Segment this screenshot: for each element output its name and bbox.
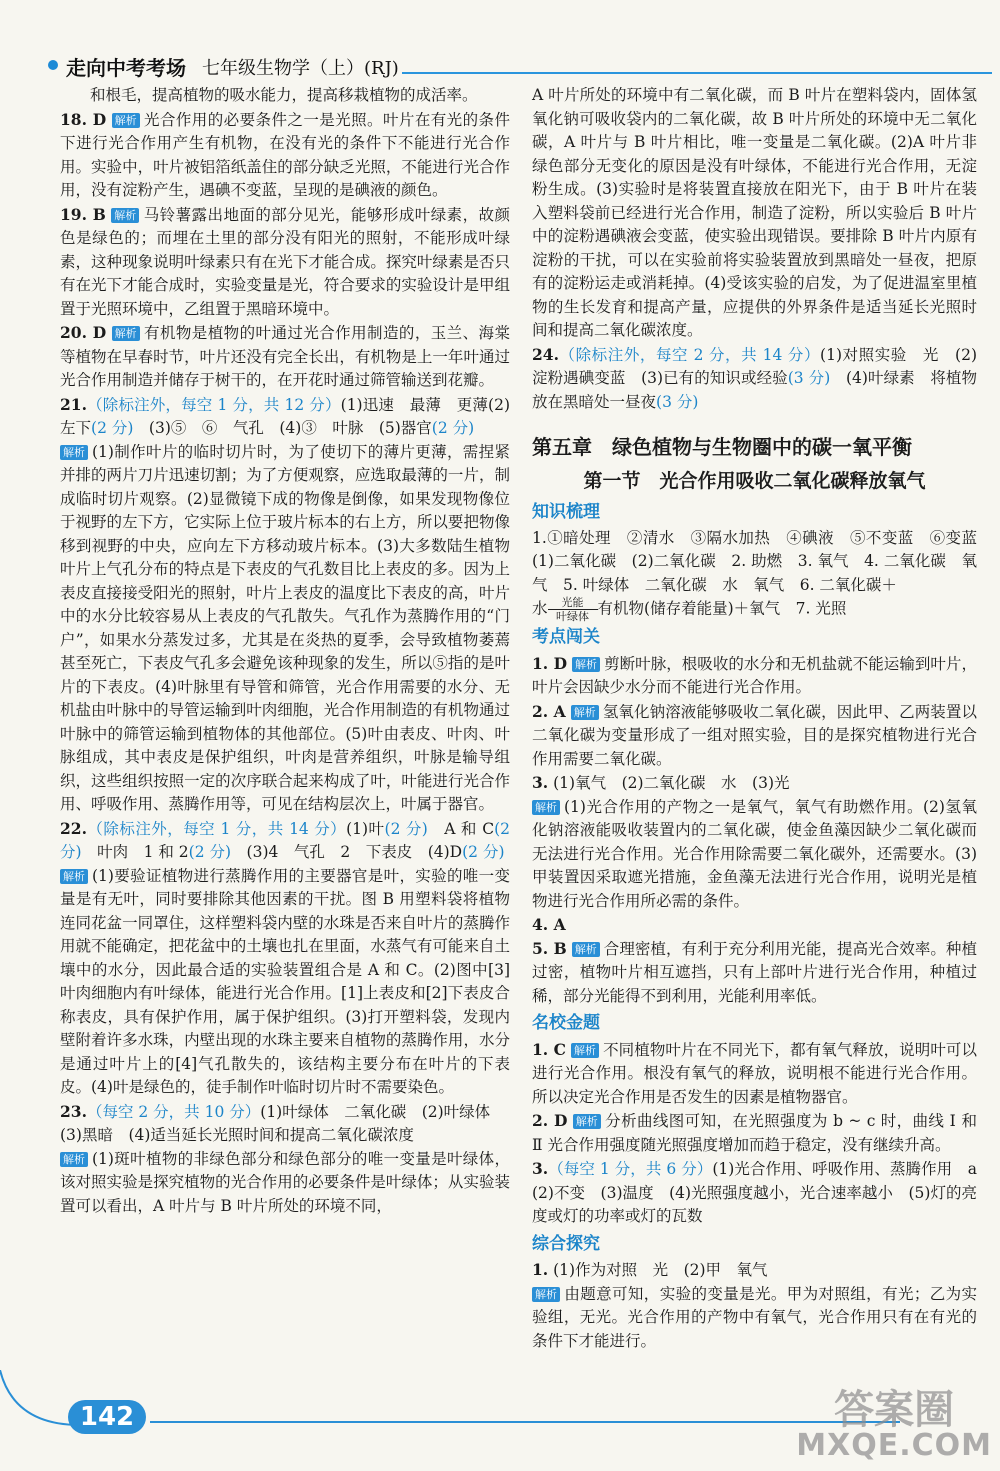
mx-q1: [532, 1038, 977, 1110]
kd-q2-text: 氢氧化钠溶液能够吸收二氧化碳，因此甲、乙两装置以二氧化碳为变量形成了一组对照实验，目的是探究植物进行光合作用需要二氧化碳。: [532, 702, 977, 768]
q20: [60, 321, 510, 393]
header-rule: [402, 72, 992, 74]
analysis-tag: 解析: [573, 1114, 601, 1129]
analysis-tag: 解析: [572, 657, 600, 672]
q24-score-1: (3 分): [787, 369, 831, 387]
zh-q1-text: 由题意可知，实验的变量是光。甲为对照组，有光；乙为实验组，无光。光合作用的产物中有氧气，光合作用只有在有光的条件下才能进行。: [532, 1284, 977, 1350]
mx-q2: [532, 1109, 977, 1157]
equation-arrow: [548, 597, 598, 622]
famous-school-heading: 名校金题: [532, 1013, 600, 1033]
book-subject: 七年级生物学（上）(RJ): [202, 58, 399, 79]
q22-answer-3: 叶肉 1 和 2: [81, 843, 189, 861]
q18-number: 18. D: [60, 109, 107, 129]
kd-q5-text: 合理密植，有利于充分利用光能，提高光合效率。种植过密，植物叶片相互遮挡，只有上部叶片进行光合作用，种植过稀，部分光能得不到利用，光能利用率低。: [532, 939, 977, 1005]
q24-answer-2: (4)叶绿素 将植物放在黑暗处一昼夜: [532, 369, 977, 411]
kd-q2-number: 2. A: [532, 701, 566, 721]
watermark-url: MXQE.COM: [796, 1428, 992, 1463]
q18-text: 光合作用的必要条件之一是光照。叶片在有光的条件下进行光合作用产生有机物，在没有光的条件下不能进行光合作用。实验中，叶片被铝箔纸盖住的部分缺乏光照，不能进行光合作用，没有淀粉产生，遇碘不变蓝，呈现的是碘液的颜色。: [60, 110, 510, 199]
q22: [60, 817, 510, 865]
zh-q1-number: 1.: [532, 1260, 549, 1279]
q21-number: 21.: [60, 394, 87, 414]
comprehensive-heading: 综合探究: [532, 1233, 600, 1254]
kd-q5: [532, 937, 977, 1009]
q20-text: 有机物是植物的叶通过光合作用制造的，玉兰、海棠等植物在早春时节，叶片还没有完全长出，有机物是上一年叶通过光合作用制造并储存于树干的，在开花时通过筛管输送到花瓣。: [60, 324, 510, 389]
q22-score-2: (2 分): [60, 819, 510, 861]
arrow-top-label: 光能: [561, 596, 584, 609]
analysis-tag: 解析: [571, 705, 599, 720]
kd-q4: 4. A: [532, 915, 566, 934]
q22-score-1: (2 分): [384, 819, 428, 838]
kd-q2: [532, 700, 977, 772]
equation-rest: 有机物(储存着能量)＋氧气 7. 光照: [597, 599, 847, 618]
q23-answer-1: (1)叶绿体 二氧化碳 (2)叶绿体: [260, 1102, 491, 1121]
kd-q1-text: 剪断叶脉，根吸收的水分和无机盐就不能运输到叶片，叶片会因缺少水分而不能进行光合作用。: [532, 654, 977, 696]
analysis-tag: 解析: [111, 208, 139, 223]
q21: [60, 393, 510, 441]
page-header: [42, 50, 992, 82]
checkpoint-heading: 考点闯关: [532, 627, 600, 647]
kd-q3-number: 3.: [532, 773, 549, 792]
kd-q3-analysis: [532, 796, 977, 914]
q22-score: （除标注外，每空 1 分，共 14 分）: [86, 819, 347, 838]
knowledge-answers: [532, 527, 993, 623]
q23-answer-2: (3)黑暗 (4)适当延长光照时间和提高二氧化碳浓度: [60, 1126, 414, 1144]
zh-q1-answer: (1)作为对照 光 (2)甲 氧气: [553, 1261, 768, 1279]
q23-analysis-text: (1)斑叶植物的非绿色部分和绿色部分的唯一变量是叶绿体，该对照实验是探究植物的光合作用的必要条件是叶绿体；从实验装置可以看出，A 叶片与 B 叶片所处的环境不同，: [60, 1149, 510, 1215]
kd-q5-number: 5. B: [532, 938, 567, 958]
q22-analysis: [60, 865, 510, 1100]
mx-q2-number: 2. D: [532, 1111, 568, 1130]
mx-q3-number: 3.: [532, 1159, 549, 1178]
q18: [60, 108, 510, 203]
q19: [60, 203, 510, 322]
analysis-tag: 解析: [532, 800, 560, 815]
bullet-icon: [48, 60, 58, 70]
q24-answer-1: (1)对照实验 光 (2)淀粉遇碘变蓝 (3)已有的知识或经验: [532, 345, 978, 387]
analysis-tag: 解析: [572, 942, 600, 957]
q22-answer-1: (1)叶: [346, 819, 385, 838]
kd-q1: [532, 652, 977, 700]
q21-answer-1: (1)迅速 最薄 更薄: [340, 395, 489, 414]
q23: [60, 1100, 510, 1125]
q23-continuation: A 叶片所处的环境中有二氧化碳，而 B 叶片在塑料袋内，固体氢氧化钠可吸收袋内的二氧化碳，故 B 叶片所处的环境中无二氧化碳，A 叶片与 B 叶片相比，唯一变量是二氧化碳。(2)A 叶片非绿色部分无变化的原因是没有叶绿体，不能进行光合作用，无淀粉生成。(3)实验时是将装置直接放在阳光下，由于 B 叶片在装入塑料袋前已经进行光合作用，制造了淀粉，所以实验后 B 叶片中的淀粉遇碘液会变蓝，使实验出现错误。要排除 B 叶片内原有淀粉的干扰，可以在实验前将实验装置放到黑暗处一昼夜，把原有的淀粉运走或消耗掉。(4)受该实验的启发，为了促进温室里植物的生长发育和提高产量，应提供的外界条件是适当延长光照时间和提高二氧化碳浓度。: [532, 86, 977, 339]
q21-answer-3: (3)⑤ ⑥ 气孔 (4)③ 叶脉 (5)器官: [133, 419, 432, 437]
analysis-tag: 解析: [60, 445, 88, 460]
equation-water: 水: [532, 599, 548, 618]
kd-q3-answer: (1)氧气 (2)二氧化碳 水 (3)光: [553, 774, 790, 792]
analysis-tag: 解析: [60, 869, 88, 884]
arrow-bottom-label: 叶绿体: [556, 610, 590, 623]
analysis-tag: 解析: [112, 113, 140, 128]
kd-q3-text: (1)光合作用的产物之一是氧气，氧气有助燃作用。(2)氢氧化钠溶液能吸收装置内的二氧化碳，使金鱼藻因缺少二氧化碳而无法进行光合作用。光合作用除需要二氧化碳外，还需要水。(3)甲装置因采取遮光措施，金鱼藻无法进行光合作用，说明光是植物进行光合作用所必需的条件。: [532, 797, 977, 910]
q22-number: 22.: [60, 818, 87, 838]
book-brand: 走向中考考场: [66, 56, 186, 80]
q19-text: 马铃薯露出地面的部分见光，能够形成叶绿素，故颜色是绿色的；而埋在土里的部分没有阳光的照射，不能形成叶绿素，这种现象说明叶绿素只有在光下才能合成。探究叶绿素是否只有在光下才能合成时，实验变量是光，符合要求的实验设计是甲组置于光照环境中，乙组置于黑暗环境中。: [60, 205, 510, 318]
q21-answer-2: (2)左下: [60, 395, 510, 437]
q22-answer-4: (3)4 气孔 2 下表皮 (4)D: [231, 843, 463, 861]
q17-continuation: 和根毛，提高植物的吸水能力，提高移栽植物的成活率。: [90, 86, 478, 104]
mx-q3: [532, 1157, 993, 1229]
right-column: [532, 84, 993, 1353]
knowledge-heading: 知识梳理: [532, 502, 600, 522]
mx-q3-text: (1)光合作用、呼吸作用、蒸腾作用 a (2)不变 (3)温度 (4)光照强度越小，光合速率越小 (5)灯的亮度或灯的功率或灯的瓦数: [532, 1160, 993, 1225]
chapter-title: 第五章 绿色植物与生物圈中的碳一氧平衡: [532, 435, 912, 459]
analysis-tag: 解析: [60, 1152, 88, 1167]
watermark: [796, 1387, 992, 1464]
q23-score: （每空 2 分，共 10 分）: [86, 1102, 261, 1121]
analysis-tag: 解析: [112, 326, 140, 341]
q21-analysis: [60, 441, 510, 817]
analysis-tag: 解析: [571, 1043, 599, 1058]
mx-q2-text: 分析曲线图可知，在光照强度为 b ~ c 时，曲线 Ⅰ 和 Ⅱ 光合作用强度随光照强度增加而趋于稳定，没有继续升高。: [532, 1112, 977, 1154]
zh-q1: [532, 1258, 977, 1283]
q21-score: （除标注外，每空 1 分，共 12 分）: [86, 395, 341, 414]
q22-analysis-text: (1)要验证植物进行蒸腾作用的主要器官是叶，实验的唯一变量是有无叶，同时要排除其他因素的干扰。图 B 用塑料袋将植物连同花盆一同罩住，这样塑料袋内壁的水珠是否来自叶片的蒸腾作用就不能确定，把花盆中的土壤也扎在里面，水蒸气有可能来自土壤中的水分，因此最合适的实验装置组合是 A 和 C。(2)图中[3]叶肉细胞内有叶绿体，能进行光合作用。[1]上表皮和[2]下表皮合称表皮，具有保护作用，属于保护组织。(3)打开塑料袋，发现内壁附着许多水珠，内壁出现的水珠主要来自植物的蒸腾作用，水分是通过叶片上的[4]气孔散失的，该结构主要分布在叶片的下表皮。(4)叶是绿色的，徒手制作叶临时切片时不需要染色。: [60, 866, 510, 1096]
kd-q3: [532, 771, 977, 796]
q22-score-3: (2 分): [188, 843, 232, 861]
q24-score: （除标注外，每空 2 分，共 14 分）: [558, 345, 821, 364]
analysis-tag: 解析: [532, 1287, 560, 1302]
q20-number: 20. D: [60, 323, 107, 342]
q22-score-4: (2 分): [462, 843, 505, 861]
kd-q1-number: 1. D: [532, 653, 568, 673]
section-title: 第一节 光合作用吸收二氧化碳释放氧气: [583, 469, 926, 492]
q24-score-2: (3 分): [656, 392, 699, 411]
mx-q3-score: （每空 1 分，共 6 分）: [548, 1160, 713, 1178]
q24: [532, 343, 977, 415]
q21-score-3: (2 分): [431, 419, 475, 437]
q19-number: 19. B: [60, 204, 106, 224]
q21-analysis-text: (1)制作叶片的临时切片时，为了使切下的薄片更薄，需捏紧并排的两片刀片迅速切割；为了方便观察，应选取最薄的一片，制成临时切片观察。(2)显微镜下成的物像是倒像，如果发现物像位于视野的左下方，它实际上位于玻片标本的右上方，所以要把物像移到视野的中央，应向左下方移动玻片标本。(3)大多数陆生植物叶片上气孔分布的特点是下表皮的气孔数目比上表皮的多。因为上表皮直接接受阳光的照射，叶片上表皮的温度比下表皮的高，叶片中的水分比较容易从上表皮的气孔散失。气孔作为蒸腾作用的“门户”，如果水分蒸发过多，尤其是在炎热的夏季，会导致植物萎蔫甚至死亡，下表皮气孔多会避免该种现象的发生，所以⑤指的是叶片的下表皮。(4)叶脉里有导管和筛管，光合作用需要的水分、无机盐由叶脉中的导管运输到叶肉细胞，光合作用制造的有机物通过叶脉中的筛管运输到植物体的其他部位。(5)叶由表皮、叶肉、叶脉组成，其中表皮是保护组织，叶肉是营养组织，叶脉是输导组织，这些组织按照一定的次序联合起来构成了叶，叶能进行光合作用、呼吸作用、蒸腾作用等，可见在结构层次上，叶属于器官。: [60, 442, 510, 813]
q24-number: 24.: [532, 344, 559, 364]
q21-score-2: (2 分): [91, 419, 134, 437]
q22-answer-2: A 和 C: [427, 819, 495, 838]
watermark-logo: 答案圈: [834, 1387, 955, 1433]
q23-number: 23.: [60, 1101, 87, 1121]
q23-analysis: [60, 1148, 510, 1219]
left-column: [60, 84, 510, 1218]
zh-q1-analysis: [532, 1283, 977, 1354]
mx-q1-text: 不同植物叶片在不同光下，都有氧气释放，说明叶可以进行光合作用。根没有氧气的释放，说明根不能进行光合作用。所以决定光合作用是否发生的因素是植物器官。: [532, 1040, 977, 1106]
page-number: 142: [68, 1400, 146, 1434]
knowledge-line: 1.①暗处理 ②清水 ③隔水加热 ④碘液 ⑤不变蓝 ⑥变蓝 (1)二氧化碳 (2)二氧化碳 2. 助燃 3. 氧气 4. 二氧化碳 氧气 5. 叶绿体 二氧化碳 水 氧气 6. 二氧化碳＋: [532, 528, 993, 594]
mx-q1-number: 1. C: [532, 1039, 566, 1059]
